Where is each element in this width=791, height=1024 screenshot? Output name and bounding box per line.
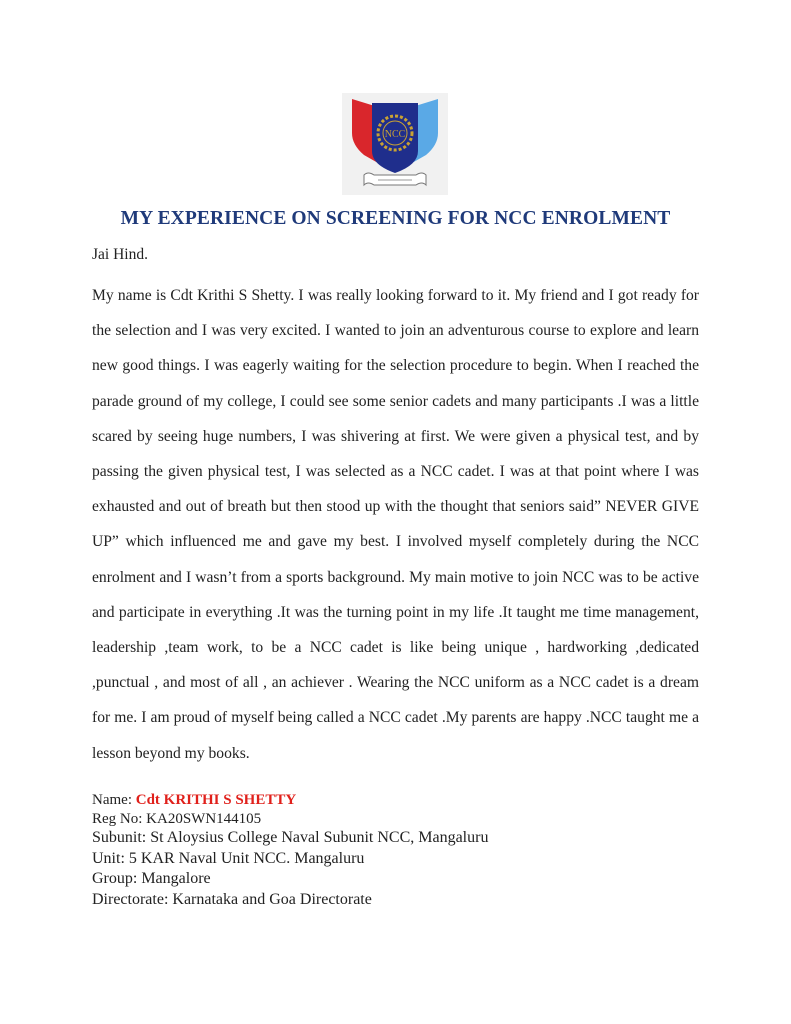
name-value: Cdt KRITHI S SHETTY [135,792,297,808]
greeting: Jai Hind. [92,246,148,263]
crest-emblem-text: NCC [384,129,406,140]
ncc-crest-icon [342,93,448,195]
name-row [92,791,488,810]
essay-body: My name is Cdt Krithi S Shetty. I was really looking forward to it. My friend and I got ready for the selection and I was very excited. I wanted to join an adventurous course to explore and learn new good things. I was eagerly waiting for the selection procedure to begin. When I reached the parade ground of my college, I could see some senior cadets and many participants .I was a little scared by seeing huge numbers, I was shivering at first. We were given a physical test, and by passing the given physical test, I was selected as a NCC cadet. I was at that point where I was exhausted and out of breath but then stood up with the thought that seniors said” NEVER GIVE UP” which influenced me and gave my best. I involved myself completely during the NCC enrolment and I wasn’t from a sports background. My main motive to join NCC was to be active and participate in everything .It was the turning point in my life .It taught me time management, leadership ,team work, to be a NCC cadet is like being unique , hardworking ,dedicated ,punctual , and most of all , an achiever . Wearing the NCC uniform as a NCC cadet is a dream for me. I am proud of myself being called a NCC cadet .My parents are happy .NCC taught me a lesson beyond my books. [92,287,699,762]
group: Group: Mangalore [92,870,211,887]
ncc-logo [342,93,448,195]
unit: Unit: 5 KAR Naval Unit NCC. Mangaluru [92,849,365,867]
crest-scroll [364,173,426,185]
page-title: MY EXPERIENCE ON SCREENING FOR NCC ENROLMENT [120,208,671,229]
subunit: Subunit: St Aloysius College Naval Subunit NCC, Mangaluru [92,829,489,846]
directorate: Directorate: Karnataka and Goa Directorate [92,890,372,908]
cadet-details [92,791,488,910]
name-label: Name: [92,792,136,808]
reg-no: Reg No: KA20SWN144105 [92,810,262,827]
